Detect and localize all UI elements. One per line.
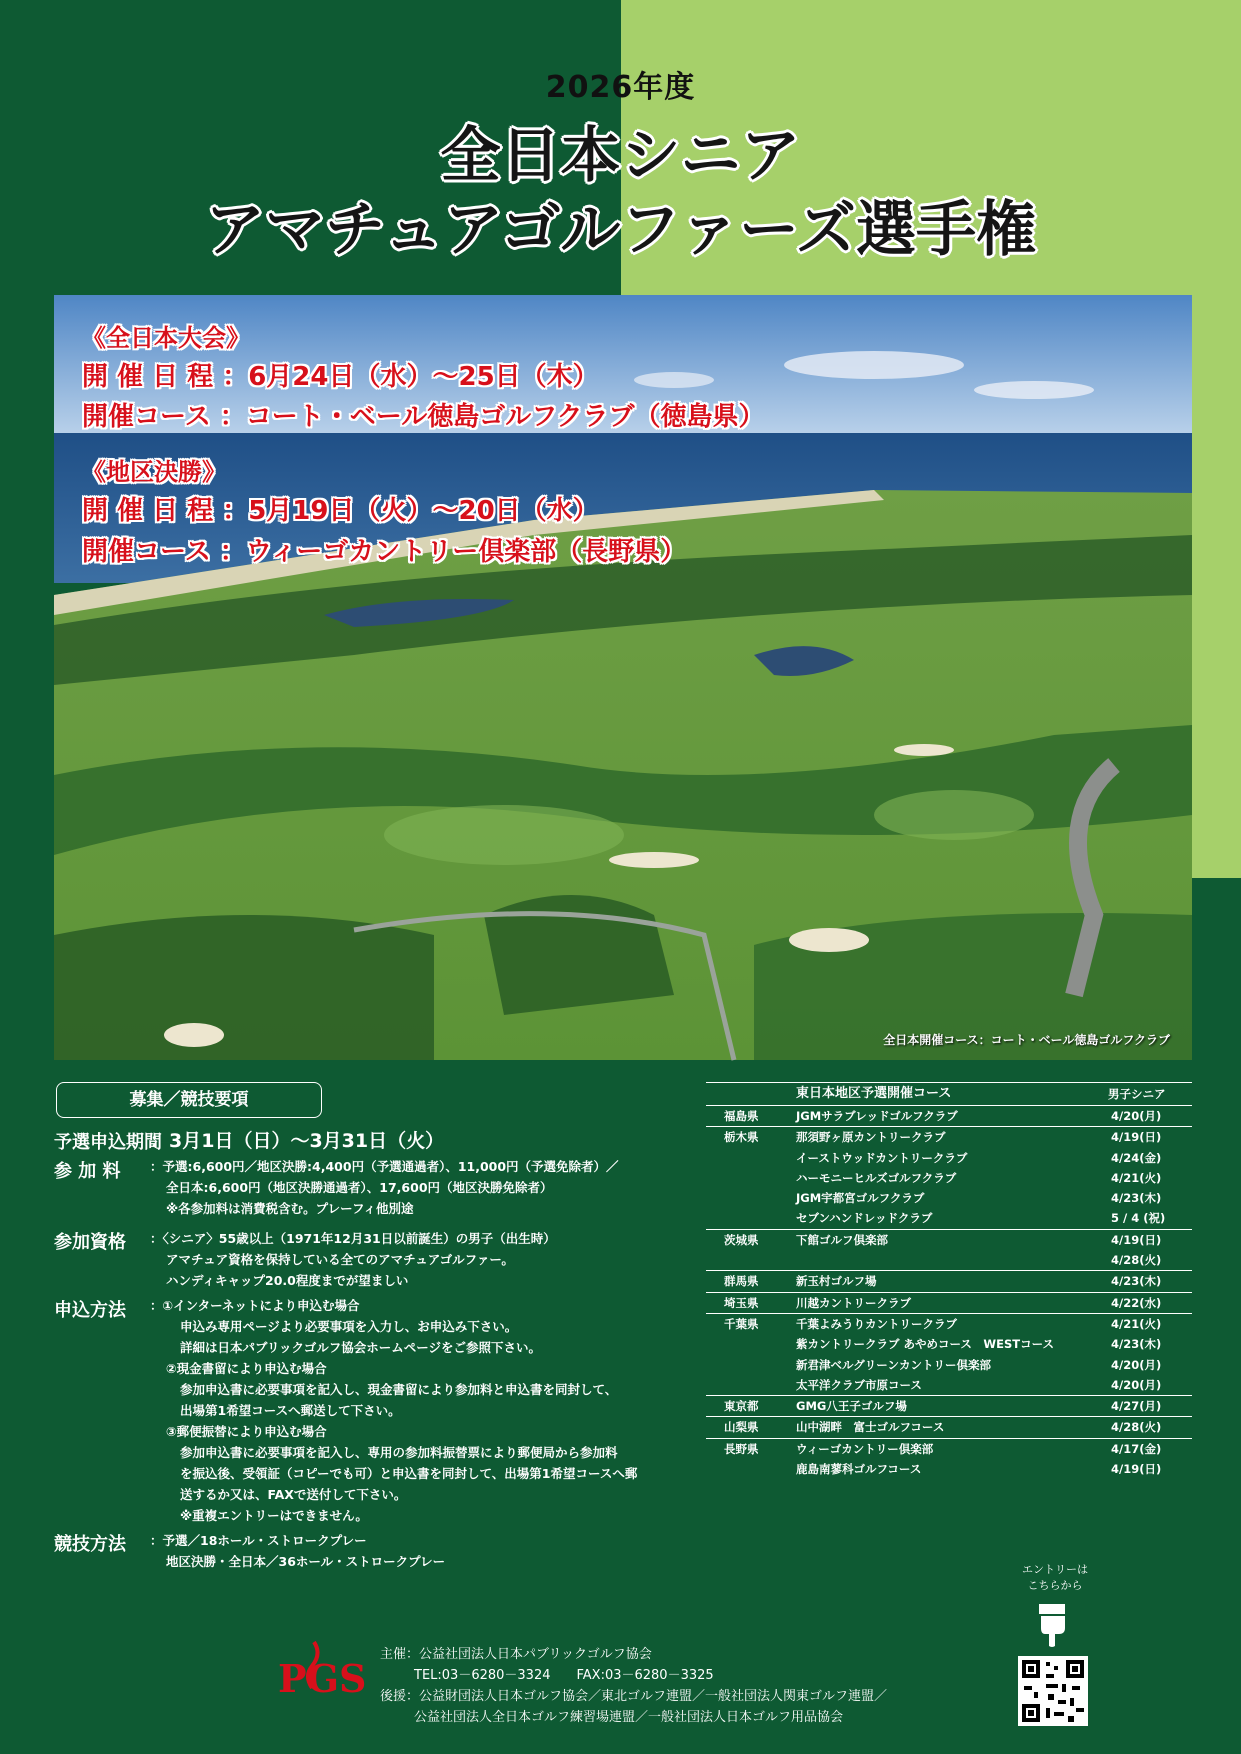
table-body bbox=[706, 1105, 1192, 1479]
table-row bbox=[706, 1229, 1192, 1250]
date-cell: 4/24(金) bbox=[1111, 1150, 1162, 1165]
eligibility-label: 参加資格 bbox=[54, 1232, 126, 1253]
prefecture-cell: 埼玉県 bbox=[724, 1295, 759, 1310]
national-course-value: コート・ベール徳島ゴルフクラブ（徳島県） bbox=[245, 402, 765, 432]
course-cell: 新玉村ゴルフ場 bbox=[796, 1274, 877, 1289]
national-date bbox=[82, 356, 599, 393]
course-cell: セブンハンドレッドクラブ bbox=[796, 1211, 933, 1226]
national-heading: 《全日本大会》 bbox=[82, 324, 250, 352]
apply-line-10: 送するか又は、FAXで送付して下さい。 bbox=[180, 1487, 407, 1502]
date-cell: 4/19(日) bbox=[1111, 1232, 1162, 1247]
prefecture-cell: 千葉県 bbox=[724, 1316, 759, 1331]
fee-line-1: ：予選:6,600円／地区決勝:4,400円（予選通過者）、11,000円（予選免除者）／ bbox=[150, 1159, 619, 1174]
table-row bbox=[706, 1375, 1192, 1395]
method-line-1: ：予選／18ホール・ストロークプレー bbox=[150, 1533, 367, 1548]
event-year: 2026年度 bbox=[545, 70, 696, 105]
prefecture-cell: 茨城県 bbox=[724, 1232, 759, 1247]
prefecture-cell: 福島県 bbox=[724, 1109, 759, 1123]
table-row bbox=[706, 1459, 1192, 1479]
table-header-course: 東日本地区予選開催コース bbox=[796, 1086, 952, 1101]
course-cell: 千葉よみうりカントリークラブ bbox=[796, 1316, 957, 1331]
entry-note bbox=[1010, 1562, 1100, 1594]
apply-line-6: 出場第1希望コースへ郵送して下さい。 bbox=[180, 1403, 401, 1418]
table-row bbox=[706, 1313, 1192, 1334]
method-label: 競技方法 bbox=[54, 1534, 126, 1555]
table-header bbox=[706, 1082, 1192, 1105]
national-date-value: 6月24日（水）～25日（木） bbox=[248, 362, 599, 392]
qualifier-course-table bbox=[706, 1082, 1192, 1479]
logo-text: PGS bbox=[278, 1656, 367, 1701]
apply-line-9: を振込後、受領証（コピーでも可）と申込書を同封して、出場第1希望コースへ郵 bbox=[180, 1466, 638, 1481]
apply-line-4: ②現金書留により申込む場合 bbox=[166, 1361, 327, 1376]
table-row bbox=[706, 1270, 1192, 1291]
apply-line-8: 参加申込書に必要事項を記入し、専用の参加料振替票により郵便局から参加料 bbox=[180, 1445, 618, 1460]
prefecture-cell: 東京都 bbox=[724, 1399, 759, 1414]
table-row bbox=[706, 1148, 1192, 1168]
course-cell: JGM宇都宮ゴルフクラブ bbox=[796, 1191, 925, 1206]
pointing-hand-icon bbox=[1035, 1602, 1071, 1652]
guidelines-section-title: 募集／競技要項 bbox=[56, 1082, 322, 1118]
regional-date-label: 開 催 日 程 ： bbox=[82, 496, 249, 526]
title-line-1: 全日本シニア bbox=[440, 121, 801, 191]
period-value: ：3月1日（日）～3月31日（火） bbox=[150, 1130, 445, 1152]
apply-line-7: ③郵便振替により申込む場合 bbox=[166, 1424, 327, 1439]
course-cell: 新君津ベルグリーンカントリー倶楽部 bbox=[796, 1357, 992, 1372]
date-cell: 4/20(月) bbox=[1111, 1109, 1162, 1123]
table-row bbox=[706, 1292, 1192, 1313]
apply-label: 申込方法 bbox=[54, 1300, 126, 1321]
date-cell: 4/22(水) bbox=[1111, 1295, 1162, 1310]
prefecture-cell: 群馬県 bbox=[724, 1274, 759, 1289]
apply-line-1: ：①インターネットにより申込む場合 bbox=[150, 1298, 360, 1313]
course-cell: 那須野ヶ原カントリークラブ bbox=[796, 1130, 946, 1145]
regional-heading: 《地区決勝》 bbox=[82, 458, 226, 486]
period-label: 予選申込期間 bbox=[54, 1132, 162, 1153]
date-cell: 4/28(火) bbox=[1111, 1253, 1162, 1268]
table-row bbox=[706, 1355, 1192, 1375]
photo-caption: 全日本開催コース：コート・ベール徳島ゴルフクラブ bbox=[883, 1033, 1170, 1047]
table-row bbox=[706, 1334, 1192, 1354]
pgs-logo bbox=[276, 1640, 367, 1720]
course-cell: 川越カントリークラブ bbox=[796, 1295, 911, 1310]
prefecture-cell: 山梨県 bbox=[724, 1420, 759, 1435]
table-row bbox=[706, 1208, 1192, 1228]
eligibility-line-1: ：〈シニア〉55歳以上（1971年12月31日以前誕生）の男子（出生時） bbox=[150, 1231, 556, 1246]
date-cell: 4/20(月) bbox=[1111, 1377, 1162, 1392]
course-cell: 鹿島南蓼科ゴルフコース bbox=[796, 1462, 922, 1477]
fee-label: 参 加 料 bbox=[54, 1161, 121, 1182]
table-row bbox=[706, 1438, 1192, 1459]
regional-date-value: 5月19日（火）～20日（水） bbox=[248, 496, 599, 526]
entry-note-line-2: こちらから bbox=[1027, 1579, 1083, 1592]
apply-line-11: ※重複エントリーはできません。 bbox=[180, 1508, 368, 1523]
course-cell: ハーモニーヒルズゴルフクラブ bbox=[796, 1170, 957, 1185]
organizer: 主催：公益社団法人日本パブリックゴルフ協会 bbox=[380, 1647, 652, 1662]
prefecture-cell: 栃木県 bbox=[724, 1130, 759, 1145]
contact-info: TEL:03－6280－3324 FAX:03－6280－3325 bbox=[414, 1668, 714, 1683]
regional-course-label: 開催コース ： bbox=[82, 537, 246, 567]
fee-line-3: ※各参加料は消費税含む。プレーフィ他別途 bbox=[166, 1201, 414, 1216]
apply-line-2: 申込み専用ページより必要事項を入力し、お申込み下さい。 bbox=[180, 1319, 518, 1334]
national-date-label: 開 催 日 程 ： bbox=[82, 362, 249, 392]
eligibility-line-2: アマチュア資格を保持している全てのアマチュアゴルファー。 bbox=[166, 1252, 514, 1267]
date-cell: 4/20(月) bbox=[1111, 1357, 1162, 1372]
date-cell: 4/23(木) bbox=[1111, 1337, 1162, 1352]
fee-line-2: 全日本:6,600円（地区決勝通過者）、17,600円（地区決勝免除者） bbox=[166, 1180, 553, 1195]
national-course bbox=[82, 396, 764, 433]
apply-line-5: 参加申込書に必要事項を記入し、現金書留により参加料と申込書を同封して、 bbox=[180, 1382, 618, 1397]
course-cell: ウィーゴカントリー倶楽部 bbox=[796, 1441, 934, 1456]
national-course-label: 開催コース ： bbox=[82, 402, 246, 432]
table-header-date: 男子シニア bbox=[1108, 1087, 1166, 1101]
regional-date bbox=[82, 490, 599, 527]
table-row bbox=[706, 1126, 1192, 1147]
method-line-2: 地区決勝・全日本／36ホール・ストロークプレー bbox=[166, 1554, 446, 1569]
date-cell: 4/17(金) bbox=[1111, 1441, 1162, 1456]
supporters-line-1: 後援：公益財団法人日本ゴルフ協会／東北ゴルフ連盟／一般社団法人関東ゴルフ連盟／ bbox=[380, 1689, 888, 1704]
prefecture-cell: 長野県 bbox=[724, 1441, 759, 1456]
entry-note-line-1: エントリーは bbox=[1022, 1563, 1088, 1576]
course-cell: 下館ゴルフ倶楽部 bbox=[796, 1232, 888, 1247]
table-row bbox=[706, 1105, 1192, 1126]
regional-course bbox=[82, 531, 686, 568]
table-row bbox=[706, 1168, 1192, 1188]
regional-course-value: ウィーゴカントリー倶楽部（長野県） bbox=[245, 537, 687, 567]
date-cell: 4/19(日) bbox=[1111, 1462, 1162, 1477]
course-cell: イーストウッドカントリークラブ bbox=[796, 1150, 968, 1165]
course-cell: JGMサラブレッドゴルフクラブ bbox=[796, 1109, 958, 1123]
course-cell: 太平洋クラブ市原コース bbox=[796, 1377, 922, 1392]
date-cell: 4/21(火) bbox=[1111, 1316, 1162, 1331]
apply-line-3: 詳細は日本パブリックゴルフ協会ホームページをご参照下さい。 bbox=[180, 1340, 542, 1355]
table-row bbox=[706, 1395, 1192, 1416]
date-cell: 4/23(木) bbox=[1111, 1191, 1162, 1206]
date-cell: 5 / 4 (祝) bbox=[1111, 1211, 1166, 1226]
title-line-2: アマチュアゴルファーズ選手権 bbox=[205, 195, 1036, 265]
date-cell: 4/28(火) bbox=[1111, 1420, 1162, 1435]
table-row bbox=[706, 1188, 1192, 1208]
qr-code[interactable] bbox=[1018, 1656, 1088, 1726]
course-cell: GMG八王子ゴルフ場 bbox=[796, 1399, 907, 1414]
date-cell: 4/21(火) bbox=[1111, 1170, 1162, 1185]
course-cell: 紫カントリークラブ あやめコース WESTコース bbox=[796, 1337, 1055, 1352]
date-cell: 4/27(月) bbox=[1111, 1399, 1162, 1414]
table-row bbox=[706, 1250, 1192, 1270]
date-cell: 4/23(木) bbox=[1111, 1274, 1162, 1289]
eligibility-line-3: ハンディキャップ20.0程度までが望ましい bbox=[166, 1273, 409, 1288]
table-row bbox=[706, 1416, 1192, 1437]
course-cell: 山中湖畔 富士ゴルフコース bbox=[796, 1420, 945, 1435]
date-cell: 4/19(日) bbox=[1111, 1130, 1162, 1145]
supporters-line-2: 公益社団法人全日本ゴルフ練習場連盟／一般社団法人日本ゴルフ用品協会 bbox=[414, 1710, 844, 1725]
